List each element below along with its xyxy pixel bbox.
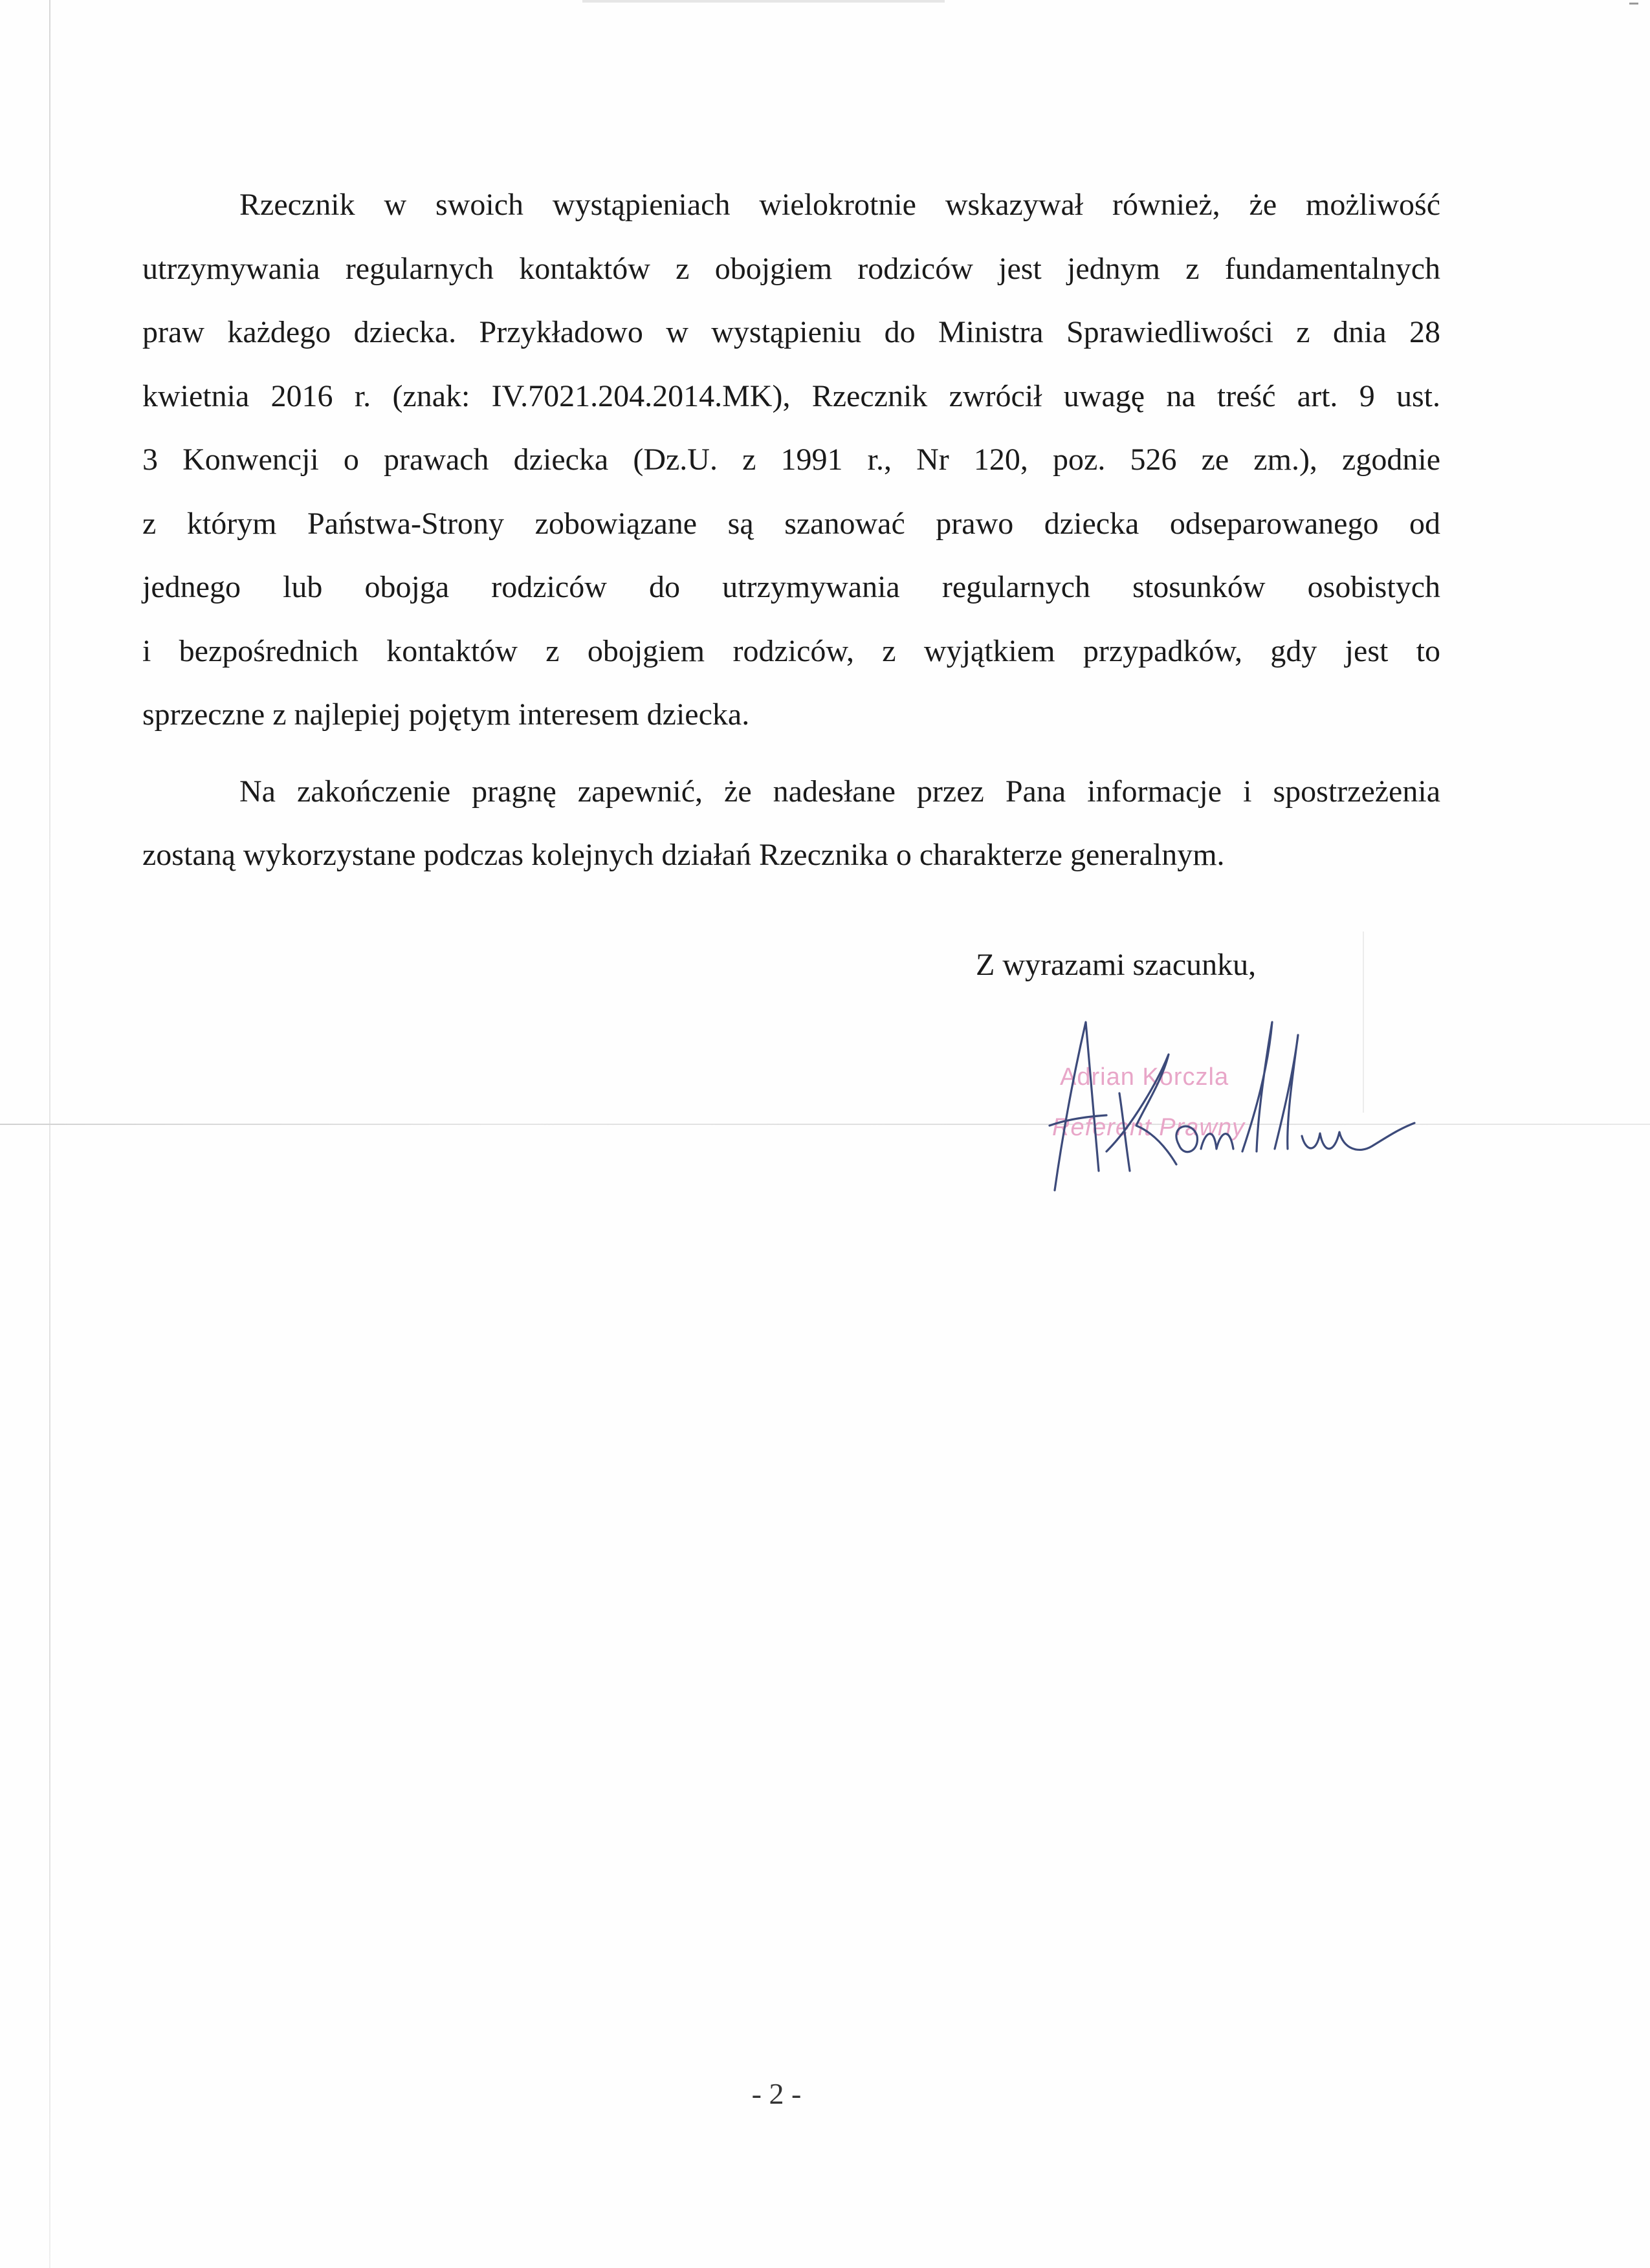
paragraph-1-line: 3 Konwencji o prawach dziecka (Dz.U. z 1991 r., Nr 120, poz. 526 ze zm.), zgodnie [142, 442, 1440, 477]
paragraph-2-line: zostaną wykorzystane podczas kolejnych działań Rzecznika o charakterze generalnym. [142, 838, 1225, 872]
paragraph-1-line: praw każdego dziecka. Przykładowo w wystąpieniu do Ministra Sprawiedliwości z dnia 28 [142, 315, 1440, 349]
page-number: - 2 - [751, 2077, 802, 2110]
paragraph-1-line: Rzecznik w swoich wystąpieniach wielokrotnie wskazywał również, że możliwość [239, 188, 1440, 222]
stamp-name: Adrian Korczla [1060, 1063, 1229, 1091]
paragraph-1-line: utrzymywania regularnych kontaktów z obojgiem rodziców jest jednym z fundamentalnych [142, 251, 1440, 286]
stamp-title: Referent Prawny [1052, 1114, 1246, 1141]
paragraph-2 [142, 760, 1440, 888]
scan-mark [1629, 3, 1638, 5]
handwritten-signature [1009, 996, 1424, 1210]
paragraph-1-line: kwietnia 2016 r. (znak: IV.7021.204.2014.MK), Rzecznik zwrócił uwagę na treść art. 9 ust. [142, 378, 1440, 413]
scan-edge-left [49, 0, 50, 2268]
scan-edge-top [582, 0, 945, 3]
paragraph-2-line: Na zakończenie pragnę zapewnić, że nadesłane przez Pana informacje i spostrzeżenia [239, 774, 1440, 809]
paragraph-1 [142, 173, 1440, 747]
paragraph-1-line: z którym Państwa-Strony zobowiązane są szanować prawo dziecka odseparowanego od [142, 506, 1440, 541]
paragraph-1-line: sprzeczne z najlepiej pojętym interesem dziecka. [142, 697, 750, 732]
letter-body [142, 173, 1440, 888]
paragraph-1-line: jednego lub obojga rodziców do utrzymywania regularnych stosunków osobistych [142, 570, 1440, 604]
paragraph-1-line: i bezpośrednich kontaktów z obojgiem rodziców, z wyjątkiem przypadków, gdy jest to [142, 633, 1440, 668]
closing-salutation: Z wyrazami szacunku, [976, 948, 1257, 982]
signature-block [1009, 996, 1424, 1210]
